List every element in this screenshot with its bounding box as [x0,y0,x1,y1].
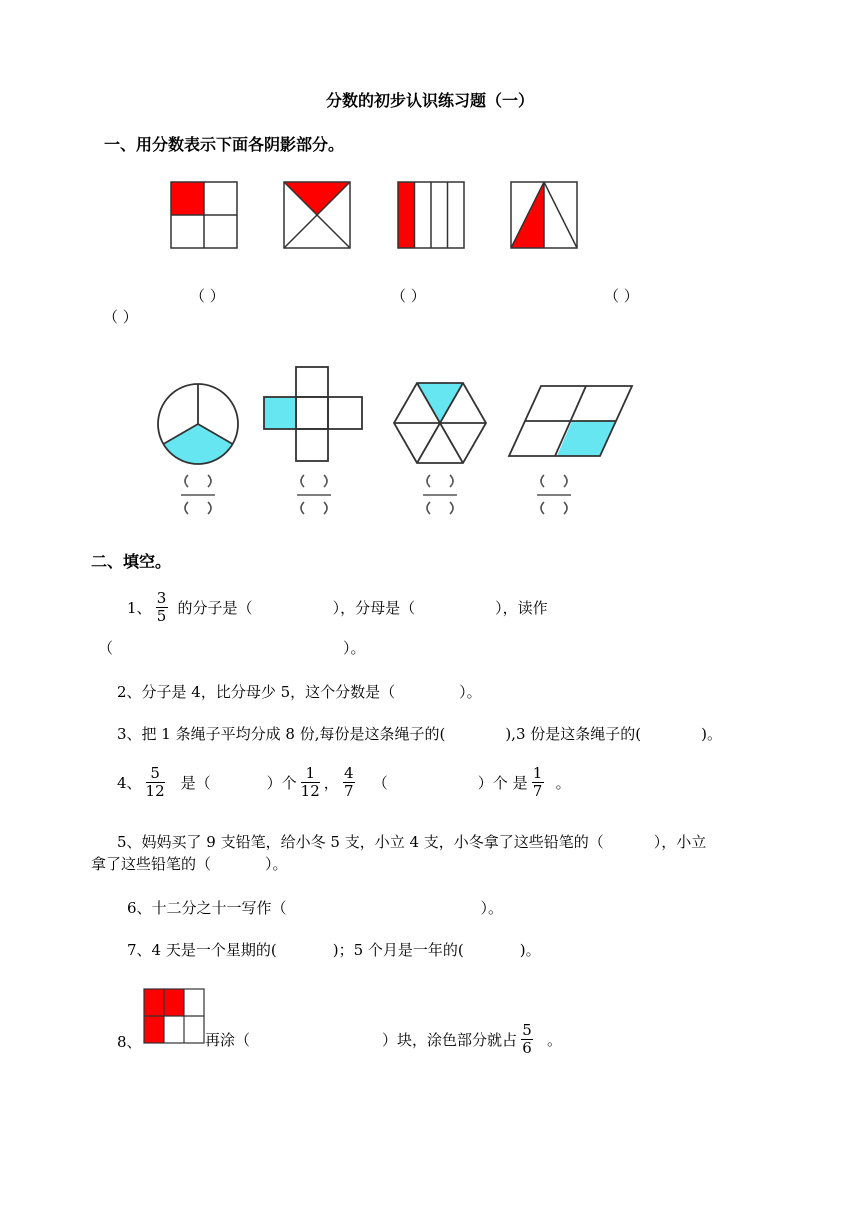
q5-text-a: 5、妈妈买了 9 支铅笔，给小冬 5 支，小立 4 支，小冬拿了这些铅笔的（ [117,833,604,851]
answer-blank-2: （ ） [391,287,426,305]
q5-text-c: 拿了这些铅笔的（ [91,855,212,873]
q4-text-e: ）个 是 [477,774,528,792]
q8-denominator: 6 [522,1039,532,1057]
figure-square-strips [397,181,465,249]
q4-text-b: ）个 [266,774,297,792]
answer-blank-1: （ ） [190,287,225,305]
q8-grid-figure [143,988,205,1044]
q4-text-d: （ [372,774,388,792]
q1-text-b: ），分母是（ [332,599,416,617]
fraction-blank-4 [534,472,574,518]
q1-fraction [156,590,168,625]
question-8 [205,1022,562,1057]
q4-number: 4、 [117,774,142,792]
q2-text-b: ）。 [459,683,482,701]
q4-f2-numerator: 1 [305,764,315,782]
q8-fraction [521,1022,533,1057]
figure-square-diagonal-triangle [510,181,578,249]
q5-text-d: ）。 [265,855,288,873]
figure-square-triangles [283,181,351,249]
q8-text-a: 再涂（ [205,1031,251,1049]
answer-blank-4: （ ） [103,308,138,326]
q4-f3-denominator: 7 [344,782,354,800]
q4-text-f: 。 [555,774,571,792]
figure-square-quarter [170,181,238,249]
q4-fraction-1 [146,765,165,800]
q3-text-a: 3、把 1 条绳子平均分成 8 份,每份是这条绳子的( [117,725,446,743]
answer-blank-3: （ ） [604,287,639,305]
question-7 [127,939,541,960]
q8-numerator: 5 [522,1021,532,1039]
q1-text-d: （ [98,639,114,657]
figure-parallelogram [506,384,636,460]
q4-f1-denominator: 12 [145,782,165,800]
q4-f4-denominator: 7 [532,782,543,800]
q4-fraction-2 [301,765,320,800]
q7-text-a: 7、4 天是一个星期的( [127,941,277,959]
q1-numerator: 3 [156,589,167,607]
q1-text-c: ），读作 [495,599,548,617]
section-2-heading: 二、填空。 [91,552,172,571]
question-4 [117,765,571,800]
figure-cross-net [262,365,366,465]
question-6 [127,897,503,918]
q6-text-a: 6、十二分之十一写作（ [127,899,287,917]
q6-text-b: ）。 [480,899,504,917]
question-1-line-2 [98,637,366,658]
q1-text-a: 的分子是（ [177,599,253,617]
q4-text-a: 是（ [180,774,211,792]
fraction-blank-1 [178,472,218,518]
q8-text-c: 。 [547,1031,563,1049]
q4-f2-denominator: 12 [300,782,320,800]
q4-f4-numerator: 1 [532,764,543,782]
figure-circle-thirds [156,382,240,466]
q8-number: 8、 [117,1033,142,1051]
q4-fraction-4 [532,765,544,800]
q1-number: 1、 [127,599,152,617]
question-1 [127,590,548,625]
q4-f3-numerator: 4 [344,764,354,782]
q7-text-b: )；5 个月是一年的( [332,941,464,959]
q7-text-c: )。 [519,941,541,959]
q4-text-c: ， [323,774,339,792]
question-5-line-1 [117,831,706,852]
figure-hexagon [391,380,489,466]
q3-text-b: ),3 份是这条绳子的( [505,725,642,743]
q4-fraction-3 [343,765,355,800]
q8-text-b: ）块，涂色部分就占 [382,1031,518,1049]
q3-text-c: )。 [701,725,722,743]
fraction-blank-3 [420,472,460,518]
section-1-heading: 一、用分数表示下面各阴影部分。 [104,135,345,154]
q1-text-e: ）。 [343,639,366,657]
q4-f1-numerator: 5 [150,764,160,782]
q1-denominator: 5 [156,607,167,625]
question-2 [117,681,482,702]
q2-text-a: 2、分子是 4，比分母少 5，这个分数是（ [117,683,396,701]
page-title: 分数的初步认识练习题（一） [325,91,534,110]
q5-text-b: ），小立 [653,833,707,851]
question-5-line-2 [91,853,288,874]
fraction-blank-2 [294,472,334,518]
question-3 [117,723,722,744]
